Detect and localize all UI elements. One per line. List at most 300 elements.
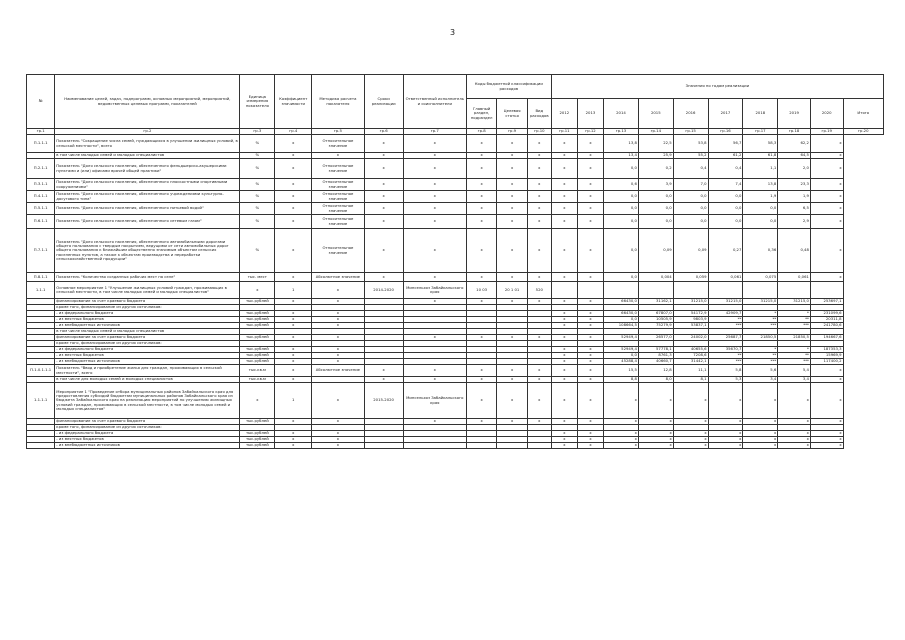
cell — [364, 443, 403, 449]
table-row — [27, 179, 884, 191]
cell: х — [497, 419, 527, 425]
cell: х — [577, 383, 603, 419]
cell: х — [810, 229, 843, 273]
header-term: Сроки реализации — [364, 75, 403, 129]
cell: 52949,4 — [604, 335, 639, 341]
column-index: гр.4 — [275, 129, 312, 135]
cell: 23,3 — [778, 179, 811, 191]
cell: х — [497, 335, 527, 341]
cell: Абсолютное значение — [312, 365, 364, 377]
cell: 25,9 — [638, 153, 673, 159]
cell: % — [240, 179, 275, 191]
cell: 62,2 — [778, 135, 811, 153]
cell: х — [577, 215, 603, 229]
cell: 0,0 — [708, 215, 743, 229]
row-name: - из федерального бюджета — [55, 347, 240, 353]
cell: х — [466, 365, 496, 377]
cell: 0,0 — [604, 353, 639, 359]
cell: Относительное значение — [312, 135, 364, 153]
cell: х — [810, 159, 843, 179]
cell: 25687,7 — [708, 335, 743, 341]
cell: х — [403, 365, 466, 377]
cell: 0,0 — [673, 203, 708, 215]
cell: 0,27 — [708, 229, 743, 273]
cell: 64,5 — [778, 153, 811, 159]
column-index: гр.12 — [577, 129, 603, 135]
cell: % — [240, 135, 275, 153]
row-name: - из внебюджетных источников — [55, 443, 240, 449]
cell: 66430,0 — [604, 311, 639, 317]
header-budget: Коды бюджетной классификации расходов — [466, 75, 551, 99]
header-method: Методика расчета показателя — [312, 75, 364, 129]
cell: х — [275, 179, 312, 191]
cell: х — [403, 179, 466, 191]
cell: х — [497, 203, 527, 215]
cell: х — [577, 353, 603, 359]
cell: х — [673, 383, 708, 419]
cell: х — [466, 203, 496, 215]
row-name: в том числе для молодых семей и молодых специалистов — [55, 377, 240, 383]
cell: х — [403, 377, 466, 383]
cell: 0,0 — [708, 203, 743, 215]
cell: х — [577, 365, 603, 377]
header-budget-section: Главный раздел, подраздел — [466, 99, 496, 129]
cell: х — [551, 419, 577, 425]
cell: х — [466, 135, 496, 153]
cell: х — [673, 443, 708, 449]
cell — [466, 443, 496, 449]
header-year: 2013 — [577, 99, 603, 129]
cell: х — [604, 383, 639, 419]
cell: тыс.рублей — [240, 437, 275, 443]
cell: 10 03 — [466, 282, 496, 299]
cell: х — [275, 347, 312, 353]
table-row — [27, 191, 884, 203]
row-name: Мероприятие 1 "Проведение отбора муниципальных районов Забайкальского края для предоставления субсидий бюджетам муниципальных районов Забайкальского края из бюджета Забайкальского края на реализацию мероприятий по улучшению жилищных условий граждан, проживающих в сельской местности, в том числе молодых семей и молодых специалистов" — [55, 383, 240, 419]
cell: х — [708, 383, 743, 419]
cell: х — [551, 273, 577, 282]
cell: х — [810, 273, 843, 282]
cell: х — [551, 159, 577, 179]
cell: х — [810, 153, 843, 159]
cell: *** — [778, 323, 811, 329]
cell: 20311,8 — [810, 317, 843, 323]
cell: х — [497, 159, 527, 179]
column-index: гр.5 — [312, 129, 364, 135]
cell: % — [240, 191, 275, 203]
cell: *** — [743, 323, 778, 329]
cell — [551, 282, 577, 299]
column-index: гр.10 — [527, 129, 551, 135]
cell: х — [275, 323, 312, 329]
row-name: финансирование за счет краевого бюджета — [55, 419, 240, 425]
cell: 12,8 — [638, 365, 673, 377]
cell: х — [577, 191, 603, 203]
cell: х — [275, 159, 312, 179]
cell: х — [577, 431, 603, 437]
header-year: 2016 — [673, 99, 708, 129]
column-index: гр.1 — [27, 129, 55, 135]
cell: х — [577, 179, 603, 191]
cell: х — [527, 299, 551, 305]
cell: х — [743, 419, 778, 425]
cell: х — [364, 191, 403, 203]
column-index: гр.2 — [55, 129, 240, 135]
cell: х — [364, 365, 403, 377]
cell: 0,061 — [708, 273, 743, 282]
cell: х — [527, 135, 551, 153]
cell: * — [743, 311, 778, 317]
cell: 520 — [527, 282, 551, 299]
cell: 3,4 — [778, 377, 811, 383]
row-name: Основное мероприятие 1 "Улучшение жилищных условий граждан, проживающих в сельской местности, в том числе молодых семей и молодых специалистов" — [55, 282, 240, 299]
cell — [527, 443, 551, 449]
cell: 2014-2020 — [364, 282, 403, 299]
cell: х — [312, 299, 364, 305]
cell: х — [673, 419, 708, 425]
cell: *** — [708, 359, 743, 365]
cell: х — [551, 191, 577, 203]
cell: 231099,6 — [810, 311, 843, 317]
cell: х — [810, 383, 843, 419]
cell: х — [708, 437, 743, 443]
cell: 9803,9 — [673, 317, 708, 323]
cell: 56,7 — [708, 135, 743, 153]
cell: х — [638, 437, 673, 443]
header-total: Итого — [843, 99, 883, 129]
cell: х — [604, 437, 639, 443]
row-name: - из федерального бюджета — [55, 311, 240, 317]
header-name: Наименование целей, задач, подпрограмм, основных мероприятий, мероприятий, ведомственных целевых программ, показателей — [55, 75, 240, 129]
cell: 20 1 01 — [497, 282, 527, 299]
cell: 15,5 — [604, 365, 639, 377]
cell: х — [364, 229, 403, 273]
cell: 67807,0 — [638, 311, 673, 317]
cell: х — [708, 431, 743, 437]
cell: Относительное значение — [312, 179, 364, 191]
cell: х — [778, 431, 811, 437]
cell: х — [810, 365, 843, 377]
cell: 0,6 — [604, 179, 639, 191]
cell: х — [527, 153, 551, 159]
cell: х — [403, 299, 466, 305]
cell: х — [275, 365, 312, 377]
cell: 45288,4 — [604, 359, 639, 365]
cell: 13,8 — [743, 179, 778, 191]
cell: х — [275, 135, 312, 153]
cell: х — [778, 443, 811, 449]
table-row — [27, 365, 884, 377]
cell: х — [577, 443, 603, 449]
cell: х — [312, 443, 364, 449]
cell: х — [810, 179, 843, 191]
cell: х — [527, 383, 551, 419]
cell: х — [577, 317, 603, 323]
cell: 35670,7 — [708, 347, 743, 353]
cell: х — [551, 365, 577, 377]
cell: *** — [778, 359, 811, 365]
cell: х — [403, 159, 466, 179]
cell: 5,3 — [708, 377, 743, 383]
cell: х — [527, 159, 551, 179]
cell: 53837,1 — [673, 323, 708, 329]
cell: х — [275, 203, 312, 215]
cell: х — [312, 347, 364, 353]
header-coef: Коэффициент значимости — [275, 75, 312, 129]
column-index: гр.20 — [843, 129, 883, 135]
cell: х — [551, 135, 577, 153]
cell: ** — [708, 317, 743, 323]
cell: х — [403, 273, 466, 282]
cell: 0,0 — [743, 215, 778, 229]
table-row — [27, 273, 884, 282]
row-name: финансирование за счет краевого бюджета — [55, 299, 240, 305]
cell: 13,4 — [604, 153, 639, 159]
cell: х — [551, 317, 577, 323]
table-row — [27, 135, 884, 153]
cell: х — [577, 153, 603, 159]
cell: 7208,6 — [673, 353, 708, 359]
cell: х — [577, 311, 603, 317]
cell: х — [312, 437, 364, 443]
cell — [604, 282, 639, 299]
cell: х — [577, 437, 603, 443]
cell: х — [312, 323, 364, 329]
cell: 55,2 — [673, 153, 708, 159]
row-name: Показатель "Доля сельского населения, обеспеченного плоскостными спортивными сооружениями" — [55, 179, 240, 191]
cell: х — [403, 191, 466, 203]
cell: 0,0 — [604, 191, 639, 203]
cell: х — [527, 335, 551, 341]
cell: х — [810, 377, 843, 383]
cell: х — [275, 229, 312, 273]
cell: 42909,7 — [708, 311, 743, 317]
cell: х — [577, 229, 603, 273]
program-table — [26, 74, 884, 449]
cell: 1,1 — [743, 159, 778, 179]
cell: х — [312, 353, 364, 359]
cell: тыс.кв.м — [240, 377, 275, 383]
row-name: финансирование за счет краевого бюджета — [55, 335, 240, 341]
cell: 0,075 — [743, 273, 778, 282]
row-name: - из внебюджетных источников — [55, 323, 240, 329]
cell: х — [312, 153, 364, 159]
cell: 40660,7 — [638, 359, 673, 365]
cell: х — [638, 443, 673, 449]
cell: 8,1 — [673, 377, 708, 383]
cell: х — [551, 215, 577, 229]
cell: % — [240, 229, 275, 273]
column-index: гр.13 — [604, 129, 639, 135]
cell: 0,0 — [604, 215, 639, 229]
cell: 0,09 — [638, 229, 673, 273]
row-name: кроме того, финансирование из других источников: — [55, 341, 240, 347]
cell: х — [551, 347, 577, 353]
cell: х — [551, 353, 577, 359]
cell: 108664,5 — [604, 323, 639, 329]
cell: 40655,6 — [673, 347, 708, 353]
cell: 75279,9 — [638, 323, 673, 329]
cell: х — [551, 383, 577, 419]
row-code: 1.1.1.1 — [27, 383, 55, 419]
cell: Относительное значение — [312, 159, 364, 179]
cell: х — [275, 443, 312, 449]
cell: х — [551, 335, 577, 341]
column-index: гр.16 — [708, 129, 743, 135]
cell: х — [810, 135, 843, 153]
cell: тыс.рублей — [240, 317, 275, 323]
cell: х — [577, 377, 603, 383]
cell: х — [638, 419, 673, 425]
column-index: гр.7 — [403, 129, 466, 135]
cell: х — [551, 229, 577, 273]
cell: х — [275, 273, 312, 282]
cell: 31215,0 — [778, 299, 811, 305]
cell: 31215,0 — [673, 299, 708, 305]
cell: х — [604, 431, 639, 437]
cell: Минсельхоз Забайкальского края — [403, 282, 466, 299]
cell: х — [466, 383, 496, 419]
cell: 253697,1 — [810, 299, 843, 305]
cell: х — [551, 323, 577, 329]
cell: 31162,1 — [638, 299, 673, 305]
cell: 0,0 — [604, 159, 639, 179]
cell: х — [466, 179, 496, 191]
cell: Относительное значение — [312, 215, 364, 229]
header-year: 2012 — [551, 99, 577, 129]
cell: 15969,9 — [810, 353, 843, 359]
cell: х — [551, 311, 577, 317]
row-name: в том числе молодых семей и молодых специалистов — [55, 153, 240, 159]
cell: х — [312, 282, 364, 299]
cell: х — [673, 437, 708, 443]
cell: х — [497, 299, 527, 305]
cell: Минсельхоз Забайкальского края — [403, 383, 466, 419]
cell: х — [778, 383, 811, 419]
cell: х — [551, 443, 577, 449]
cell: 31442,1 — [673, 359, 708, 365]
cell: 31215,0 — [743, 299, 778, 305]
cell: 117400,2 — [810, 359, 843, 365]
header-budget-article: Целевая статья — [497, 99, 527, 129]
row-code — [27, 443, 55, 449]
cell: х — [527, 203, 551, 215]
cell: 0,004 — [638, 273, 673, 282]
cell: х — [577, 323, 603, 329]
cell: *** — [708, 323, 743, 329]
cell: х — [364, 203, 403, 215]
cell: тыс.рублей — [240, 443, 275, 449]
cell: х — [403, 419, 466, 425]
cell: х — [604, 443, 639, 449]
column-index: гр.15 — [673, 129, 708, 135]
cell: х — [527, 419, 551, 425]
cell: х — [240, 383, 275, 419]
row-name: Показатель "Доля сельского населения, обеспеченного питьевой водой" — [55, 203, 240, 215]
cell: тыс.рублей — [240, 323, 275, 329]
cell: х — [527, 229, 551, 273]
row-name: Показатель "Доля сельского населения, обеспеченного фельдшерско-акушерскими пунктами и (или) офисами врачей общей практики" — [55, 159, 240, 179]
cell: х — [403, 229, 466, 273]
cell — [577, 282, 603, 299]
cell: х — [466, 335, 496, 341]
cell: х — [604, 419, 639, 425]
cell: % — [240, 203, 275, 215]
cell: х — [312, 383, 364, 419]
cell: х — [364, 135, 403, 153]
cell: х — [577, 203, 603, 215]
cell: х — [810, 215, 843, 229]
cell: х — [364, 159, 403, 179]
row-name: в том числе молодых семей и молодых специалистов — [55, 329, 240, 335]
cell: х — [577, 335, 603, 341]
cell: х — [551, 359, 577, 365]
cell: х — [497, 153, 527, 159]
cell: х — [466, 191, 496, 203]
cell: 0,0 — [604, 317, 639, 323]
cell: 52949,4 — [604, 347, 639, 353]
cell: 0,0 — [604, 203, 639, 215]
cell: 0,4 — [708, 159, 743, 179]
cell: 31215,0 — [708, 299, 743, 305]
cell: х — [551, 377, 577, 383]
cell: х — [364, 215, 403, 229]
cell: х — [312, 431, 364, 437]
cell: х — [403, 203, 466, 215]
cell: тыс.рублей — [240, 353, 275, 359]
cell: 24002,0 — [673, 335, 708, 341]
cell: х — [527, 273, 551, 282]
cell: * — [778, 347, 811, 353]
cell: 0,0 — [604, 273, 639, 282]
cell: х — [275, 359, 312, 365]
column-index: гр.3 — [240, 129, 275, 135]
header-num: № — [27, 75, 55, 129]
cell: тыс.рублей — [240, 335, 275, 341]
cell: 0,48 — [778, 229, 811, 273]
cell: х — [497, 383, 527, 419]
cell: тыс.рублей — [240, 311, 275, 317]
cell: 2,0 — [778, 159, 811, 179]
cell: тыс.рублей — [240, 419, 275, 425]
cell: х — [466, 419, 496, 425]
cell: 10505,9 — [638, 317, 673, 323]
cell: х — [551, 437, 577, 443]
cell: тыс.рублей — [240, 347, 275, 353]
cell: х — [403, 135, 466, 153]
cell: 3,9 — [638, 179, 673, 191]
cell: 2,9 — [778, 215, 811, 229]
cell: х — [403, 153, 466, 159]
cell: 0,4 — [673, 159, 708, 179]
cell: 194667,6 — [810, 335, 843, 341]
cell: х — [810, 431, 843, 437]
cell: 0,36 — [743, 229, 778, 273]
header-unit: Единица измерения показателя — [240, 75, 275, 129]
cell: х — [312, 311, 364, 317]
header-budget-type: Вид расходов — [527, 99, 551, 129]
cell: х — [275, 317, 312, 323]
cell: х — [673, 431, 708, 437]
cell: х — [364, 377, 403, 383]
cell: х — [810, 191, 843, 203]
cell — [403, 443, 466, 449]
cell: х — [466, 229, 496, 273]
cell: х — [312, 317, 364, 323]
cell: х — [275, 431, 312, 437]
cell: 2015-2020 — [364, 383, 403, 419]
header-year: 2015 — [638, 99, 673, 129]
